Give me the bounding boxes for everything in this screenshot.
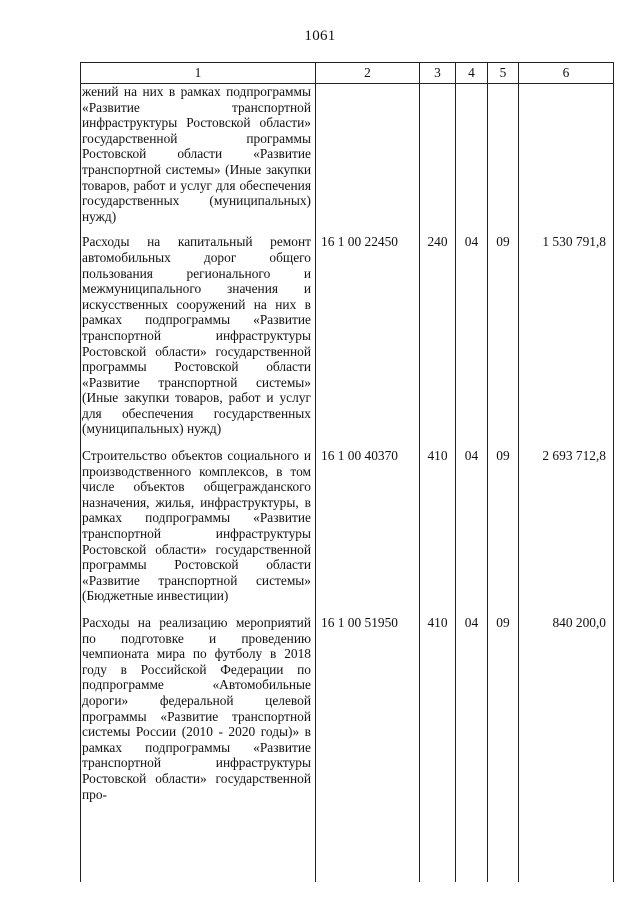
table-row [81,448,614,615]
row-vr: 410 [420,448,456,615]
table-row [81,615,614,882]
row-pr [488,84,519,235]
row-vr: 240 [420,234,456,448]
row-pr: 09 [488,615,519,882]
row-rz: 04 [456,234,488,448]
row-rz [456,84,488,235]
row-rz: 04 [456,615,488,882]
row-amount: 840 200,0 [519,615,614,882]
row-description: Расходы на капитальный ремонт автомобильных дорог общего пользования регионального и межмуниципального значения и искусственных сооружений на них в рамках подпрограммы «Развитие транспортной инфраструктуры Ростовской области» государственной программы Ростовской области «Развитие транспортной системы» (Иные закупки товаров, работ и услуг для обеспечения государственных (муниципальных) нужд) [81,234,316,448]
row-pr: 09 [488,234,519,448]
row-code [316,84,420,235]
column-header-3: 3 [420,63,456,84]
row-code: 16 1 00 22450 [316,234,420,448]
row-description: Строительство объектов социального и производственного комплексов, в том числе объектов общегражданского назначения, жилья, инфраструктуры, в рамках подпрограммы «Развитие транспортной инфраструктуры Ростовской области» государственной программы Ростовской области «Развитие транспортной системы» (Бюджетные инвестиции) [81,448,316,615]
column-header-1: 1 [81,63,316,84]
column-header-2: 2 [316,63,420,84]
table-row [81,234,614,448]
table-row [81,84,614,235]
row-amount: 2 693 712,8 [519,448,614,615]
row-vr: 410 [420,615,456,882]
row-code: 16 1 00 40370 [316,448,420,615]
table-header-row [81,63,614,84]
column-header-5: 5 [488,63,519,84]
row-description: жений на них в рамках подпрограммы «Развитие транспортной инфраструктуры Ростовской области» государственной программы Ростовской области «Развитие транспортной системы» (Иные закупки товаров, работ и услуг для обеспечения государственных (муниципальных) нужд) [81,84,316,235]
column-header-4: 4 [456,63,488,84]
row-amount: 1 530 791,8 [519,234,614,448]
budget-table [80,62,614,882]
row-code: 16 1 00 51950 [316,615,420,882]
row-pr: 09 [488,448,519,615]
row-vr [420,84,456,235]
row-amount [519,84,614,235]
row-rz: 04 [456,448,488,615]
column-header-6: 6 [519,63,614,84]
page-number: 1061 [304,28,336,44]
row-description: Расходы на реализацию мероприятий по подготовке и проведению чемпионата мира по футболу в 2018 году в Российской Федерации по подпрограмме «Автомобильные дороги» федеральной целевой программы «Развитие транспортной системы России (2010 - 2020 годы)» в рамках подпрограммы «Развитие транспортной инфраструктуры Ростовской области» государственной про- [81,615,316,882]
